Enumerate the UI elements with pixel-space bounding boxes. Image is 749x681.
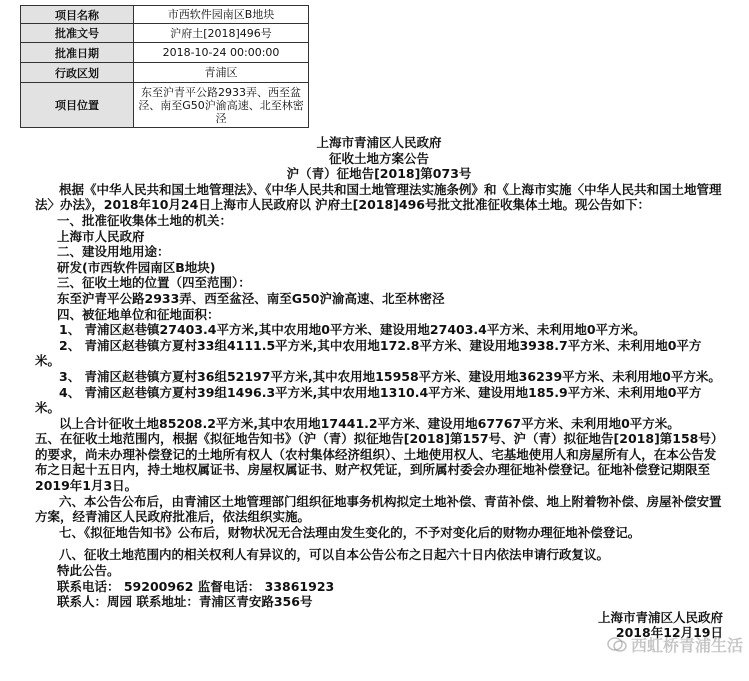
row-value: 沪府土[2018]496号 [134, 24, 309, 43]
table-row [21, 63, 309, 83]
row-label: 批准日期 [21, 43, 134, 63]
section-4-heading: 四、被征地单位和征地面积： [57, 306, 220, 322]
section-2-body: 研发(市西软件园南区B地块) [57, 259, 216, 275]
area-item: 4、 青浦区赵巷镇方夏村39组1496.3平方米,其中农用地1310.4平方米、建设用地185.9平方米、未利用地0平方米。 [35, 384, 702, 416]
row-label: 行政区划 [21, 63, 134, 83]
section-6: 六、本公告公布后，由青浦区土地管理部门组织征地事务机构拟定土地补偿、青苗补偿、地上附着物补偿、房屋补偿安置方案，经青浦区人民政府批准后，依法组织实施。 [35, 493, 722, 525]
row-value: 2018-10-24 00:00:00 [134, 43, 309, 63]
row-value: 市西软件园南区B地块 [134, 6, 309, 24]
land-acquisition-notice [35, 135, 723, 641]
special-notice: 特此公告。 [57, 563, 120, 579]
row-value: 青浦区 [134, 63, 309, 83]
project-info-table [20, 5, 309, 128]
row-value: 东至沪青平公路2933弄、西至盆泾、南至G50沪渝高速、北至林密泾 [134, 83, 309, 128]
table-row [21, 6, 309, 24]
area-total: 以上合计征收土地85208.2平方米,其中农用地17441.2平方米、建设用地67767平方米、未利用地0平方米。 [59, 415, 680, 431]
watermark-text: 西虹桥青浦生活 [630, 636, 743, 655]
area-item: 3、 青浦区赵巷镇方夏村36组52197平方米,其中农用地15958平方米、建设用地36239平方米、未利用地0平方米。 [59, 368, 721, 384]
table-row [21, 83, 309, 128]
row-label: 项目位置 [21, 83, 134, 128]
section-7: 七、《拟征地告知书》公布后，财物状况无合法理由发生变化的，不予对变化后的财物办理征地补偿登记。 [59, 524, 641, 540]
table-row [21, 24, 309, 43]
row-label: 项目名称 [21, 6, 134, 24]
section-3-body: 东至沪青平公路2933弄、西至盆泾、南至G50沪渝高速、北至林密泾 [57, 290, 445, 306]
phone-line: 联系电话： 59200962 监督电话： 33861923 [57, 578, 335, 594]
section-5: 五、在征收土地范围内，根据《拟征地告知书》（沪（青）拟征地告[2018]第157号、沪（青）拟征地告[2018]第158号）的要求，尚未办理补偿登记的土地所有权人（农村集体经济组织）、土地使用权人、宅基地使用人和房屋所有人，在本公告发布之日起十五日内，持土地权属证书、房屋权属证书、财产权凭证，到所属村委会办理征地补偿登记。征地补偿登记期限至2019年1月3日。 [35, 431, 718, 494]
section-1-heading: 一、批准征收集体土地的机关： [57, 212, 233, 228]
section-3-heading: 三、征收土地的位置（四至范围）： [57, 275, 251, 291]
notice-date: 2018年12月19日 [615, 625, 723, 641]
signoff-org: 上海市青浦区人民政府 [597, 609, 723, 625]
notice-intro: 根据《中华人民共和国土地管理法》、《中华人民共和国土地管理法实施条例》和《上海市实施〈中华人民共和国土地管理法〉办法》，2018年10月24日上海市人民政府以 沪府土[2018]496号批文批准征收集体土地。现公告如下： [35, 181, 722, 213]
section-1-body: 上海市人民政府 [57, 228, 145, 244]
row-label: 批准文号 [21, 24, 134, 43]
area-item: 1、 青浦区赵巷镇27403.4平方米,其中农用地0平方米、建设用地27403.4平方米、未利用地0平方米。 [59, 322, 646, 338]
table-row [21, 43, 309, 63]
notice-number: 沪（青）征地告[2018]第073号 [286, 166, 472, 182]
area-item: 2、 青浦区赵巷镇方夏村33组4111.5平方米,其中农用地172.8平方米、建设用地3938.7平方米、未利用地0平方米。 [35, 337, 702, 369]
section-2-heading: 二、建设用地用途： [57, 244, 170, 260]
notice-title: 征收土地方案公告 [328, 150, 429, 166]
contact-line: 联系人：周园 联系地址：青浦区青安路356号 [57, 594, 313, 610]
notice-org: 上海市青浦区人民政府 [316, 135, 442, 150]
section-8: 八、征收土地范围内的相关权利人有异议的，可以自本公告公布之日起六十日内依法申请行政复议。 [59, 547, 610, 563]
